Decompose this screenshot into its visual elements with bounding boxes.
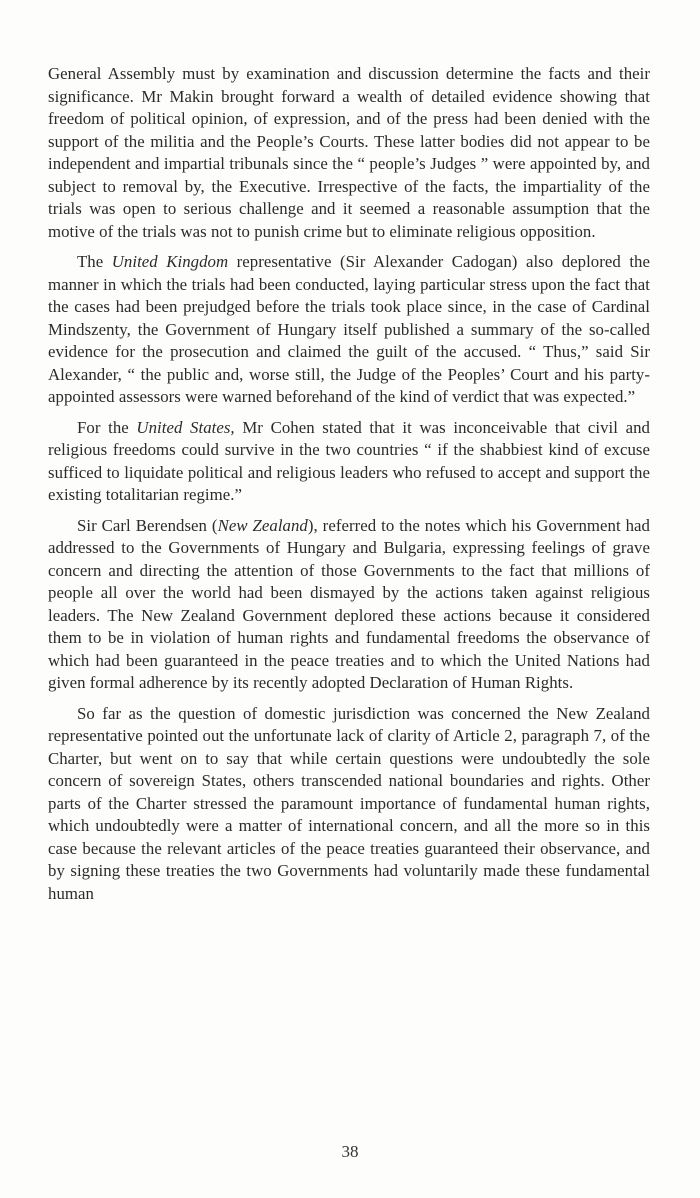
- paragraph-4-country-name: New Zealand: [217, 515, 308, 535]
- paragraph-3-text-b: Mr Cohen stated that it was inconceivable that civil and religious freedoms could survive in the two countries “ if the shabbiest kind of excuse sufficed to liquidate political and religious leaders who refused to accept and support the existing totalitarian regime.”: [48, 417, 650, 504]
- paragraph-1-text: General Assembly must by examination and discussion determine the facts and their significance. Mr Makin brought forward a wealth of detailed evidence showing that freedom of political opinion, of expression, and of the press had been denied with the support of the militia and the People’s Courts. These latter bodies did not appear to be independent and impartial tribunals since the “ people’s Judges ” were appointed by, and subject to removal by, the Executive. Irrespective of the facts, the impartiality of the trials was open to serious challenge and it seemed a reasonable assumption that the motive of the trials was not to punish crime but to eliminate religious opposition.: [48, 64, 650, 241]
- paragraph-3-country-name: United States,: [136, 417, 235, 437]
- paragraph-5: [48, 703, 650, 906]
- paragraph-4: [48, 515, 650, 695]
- paragraph-2-country-name: United Kingdom: [111, 252, 229, 271]
- page-number: 38: [341, 1142, 359, 1161]
- paragraph-1: [48, 63, 650, 243]
- paragraph-4-text-a: Sir Carl Berendsen (: [77, 515, 218, 535]
- paragraph-2: [48, 251, 650, 409]
- paragraph-2-text-a: The: [77, 252, 112, 271]
- paragraph-3-text-a: For the: [77, 417, 137, 437]
- body-text: [48, 63, 650, 905]
- paragraph-3: [48, 417, 650, 507]
- paragraph-5-text: So far as the question of domestic jurisdiction was concerned the New Zealand representative pointed out the unfortunate lack of clarity of Article 2, paragraph 7, of the Charter, but went on to say that while certain questions were undoubtedly the sole concern of sovereign States, others transcended national boundaries and rights. Other parts of the Charter stressed the paramount importance of fundamental human rights, which undoubtedly were a matter of international concern, and all the more so in this case because the relevant articles of the peace treaties guaranteed their observance, and by signing these treaties the two Governments had voluntarily made these fundamental human: [48, 703, 650, 903]
- paragraph-4-text-b: ), referred to the notes which his Government had addressed to the Governments of Hungary and Bulgaria, expressing feelings of grave concern and directing the attention of those Governments to the fact that millions of people all over the world had been dismayed by the actions taken against religious leaders. The New Zealand Government deplored these actions because it considered them to be in violation of human rights and fundamental freedoms the observance of which had been guaranteed in the peace treaties and to which the United Nations had given formal adherence by its recently adopted Declaration of Human Rights.: [48, 515, 650, 692]
- paragraph-2-text-b: representative (Sir Alexander Cadogan) also deplored the manner in which the trials had been conducted, laying particular stress upon the fact that the cases had been prejudged before the trials took place since, in the case of Cardinal Mindszenty, the Government of Hungary itself published a summary of the so-called evidence for the prosecution and claimed the guilt of the accused. “ Thus,” said Sir Alexander, “ the public and, worse still, the Judge of the Peoples’ Court and his party-appointed assessors were warned beforehand of the kind of verdict that was expected.”: [48, 252, 650, 406]
